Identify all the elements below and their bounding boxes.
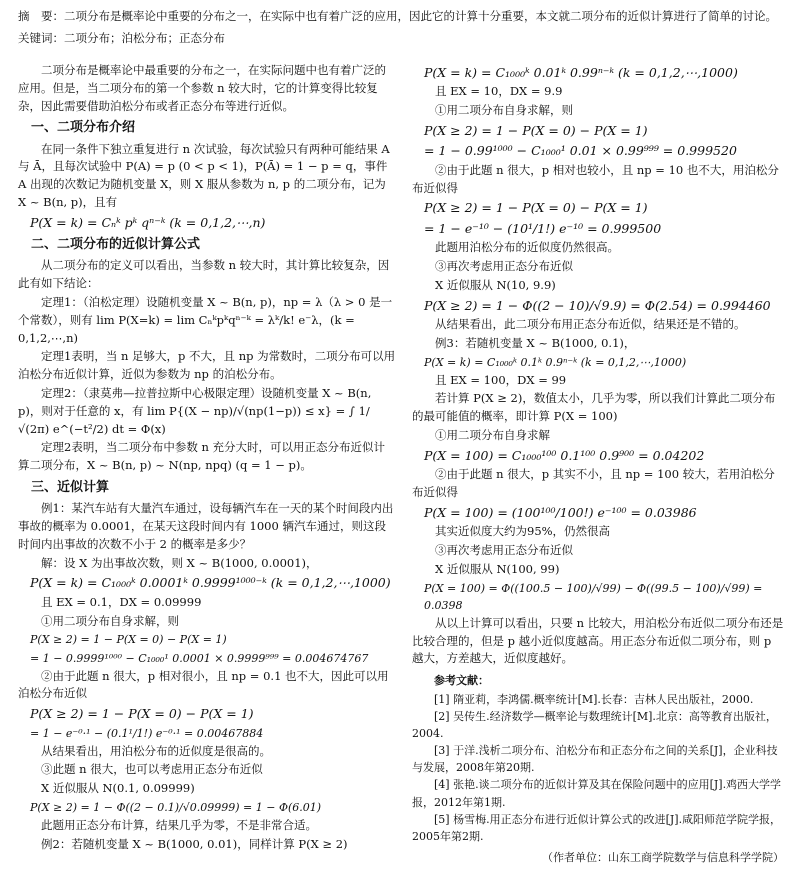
paragraph: ①用二项分布自身求解，则 <box>435 103 573 118</box>
formula: P(X = k) = C₁₀₀₀ᵏ 0.0001ᵏ 0.9999¹⁰⁰⁰⁻ᵏ (k = 0,1,2,⋯,1000) <box>30 575 391 591</box>
section-heading: 一、二项分布介绍 <box>31 120 136 136</box>
formula: P(X = 100) = (100¹⁰⁰/100!) e⁻¹⁰⁰ = 0.03986 <box>424 504 697 520</box>
paragraph: 在同一条件下独立重复进行 n 次试验，每次试验只有两种可能结果 A 与 Ā，且每次试验中 P(A) = p (0 < p < 1)，P(Ā) = 1 − p = q，事件 A 出现的次数记为随机变量 X，则 X 服从参数为 n, p 的二项分布，记为 X ~ B(n, p)，且有 <box>18 141 390 210</box>
right-column <box>412 62 784 867</box>
paragraph: 若计算 P(X ≥ 2)，数值太小，几乎为零，所以我们计算此二项分布的最可能值的概率，即计算 P(X = 100) <box>412 391 776 424</box>
paragraph: ①用二项分布自身求解，则 <box>41 613 179 628</box>
paragraph: 定理2表明，当二项分布中参数 n 充分大时，可以用正态分布近似计算二项分布，X ~ B(n, p) ~ N(np, npq) (q = 1 − p)。 <box>18 440 386 473</box>
reference-item: [3] 于洋.浅析二项分布、泊松分布和正态分布之间的关系[J]，企业科技与发展，2008年第20期. <box>412 744 778 775</box>
paragraph: 二项分布是概率论中最重要的分布之一，在实际问题中也有着广泛的应用。但是，当二项分布的第一个参数 n 较大时，它的计算变得比较复杂，因此需要借助泊松分布或者正态分布等进行近似。 <box>18 63 386 113</box>
formula: P(X ≥ 2) = 1 − P(X = 0) − P(X = 1) <box>424 123 648 138</box>
formula: = 1 − 0.99¹⁰⁰⁰ − C₁₀₀₀¹ 0.01 × 0.99⁹⁹⁹ = 0.999520 <box>424 143 737 159</box>
reference-item: [1] 隋亚莉，李鸿儒.概率统计[M].长春：吉林人民出版社，2000. <box>434 693 754 707</box>
paragraph: 例2：若随机变量 X ~ B(1000, 0.01)，同样计算 P(X ≥ 2) <box>41 836 348 851</box>
formula: P(X = k) = C₁₀₀₀ᵏ 0.01ᵏ 0.99ⁿ⁻ᵏ (k = 0,1,2,⋯,1000) <box>424 65 738 80</box>
paragraph: ③此题 n 很大，也可以考虑用正态分布近似 <box>41 762 263 777</box>
formula: P(X ≥ 2) = 1 − Φ((2 − 0.1)/√0.09999) = 1 − Φ(6.01) <box>30 801 322 815</box>
formula: P(X = 100) = C₁₀₀₀¹⁰⁰ 0.1¹⁰⁰ 0.9⁹⁰⁰ = 0.04202 <box>424 447 705 463</box>
paragraph: 例1：某汽车站有大量汽车通过，设每辆汽车在一天的某个时间段内出事故的概率为 0.0001，在某天这段时间内有 1000 辆汽车通过，则这段时间内出事故的次数不小于 2 的概率是多少？ <box>18 501 394 551</box>
formula: = 1 − e⁻¹⁰ − (10¹/1!) e⁻¹⁰ = 0.999500 <box>424 220 662 236</box>
paragraph: X 近似服从 N(10, 9.9) <box>435 277 556 292</box>
formula: = 1 − e⁻⁰·¹ − (0.1¹/1!) e⁻⁰·¹ = 0.00467884 <box>30 726 264 740</box>
paragraph: X 近似服从 N(100, 99) <box>435 561 560 576</box>
paragraph: ①用二项分布自身求解 <box>435 428 550 443</box>
paragraph: 其实近似度大约为95%，仍然很高 <box>435 524 611 539</box>
section-heading: 三、近似计算 <box>31 480 110 496</box>
reference-item: [2] 吴传生.经济数学—概率论与数理统计[M].北京：高等教育出版社，2004. <box>412 710 777 741</box>
paragraph: 例3：若随机变量 X ~ B(1000, 0.1)， <box>435 335 636 350</box>
formula: P(X ≥ 2) = 1 − P(X = 0) − P(X = 1) <box>30 706 254 722</box>
paragraph: X 近似服从 N(0.1, 0.09999) <box>41 781 195 796</box>
paragraph: 此题用泊松分布的近似度仍然很高。 <box>435 240 619 255</box>
paragraph: ②由于此题 n 很大，p 相对很小，且 np = 0.1 也不大，因此可以用泊松分布近似 <box>18 668 389 701</box>
paragraph: ③再次考虑用正态分布近似 <box>435 543 573 558</box>
reference-item: [5] 杨雪梅.用正态分布进行近似计算公式的改进[J].咸阳师范学院学报，2005年第2期. <box>412 812 782 843</box>
abstract-text: 摘 要：二项分布是概率论中重要的分布之一，在实际中也有着广泛的应用，因此它的计算十分重要，本文就二项分布的近似计算进行了简单的讨论。 <box>18 9 777 23</box>
paragraph: 解：设 X 为出事故次数，则 X ~ B(1000, 0.0001)， <box>41 555 318 570</box>
paragraph: 此题用正态分布计算，结果几乎为零，不是非常合适。 <box>41 818 317 833</box>
formula: P(X ≥ 2) = 1 − P(X = 0) − P(X = 1) <box>424 200 648 216</box>
paragraph: 且 EX = 10，DX = 9.9 <box>435 84 563 99</box>
references-title: 参考文献： <box>434 674 489 688</box>
formula: P(X = 100) = Φ((100.5 − 100)/√99) − Φ((99.5 − 100)/√99) = 0.0398 <box>424 581 763 612</box>
paragraph: 定理2：（隶莫弗—拉普拉斯中心极限定理）设随机变量 X ~ B(n, p)，则对于任意的 x，有 lim P{(X − np)/√(np(1−p)) ≤ x} = ∫ 1/√(2π) e^(−t²/2) dt = Φ(x) <box>18 386 372 436</box>
paragraph: 从以上计算可以看出，只要 n 比较大，用泊松分布近似二项分布还是比较合理的，但是 p 越小近似度越高。用正态分布近似二项分布，则 p 越大，方差越大，近似度越好。 <box>412 615 784 666</box>
paragraph: 从结果看出，此二项分布用正态分布近似，结果还是不错的。 <box>435 316 746 331</box>
paragraph: 定理1表明，当 n 足够大，p 不大，且 np 为常数时，二项分布可以用泊松分布近似计算，近似为参数为 np 的泊松分布。 <box>18 349 396 382</box>
formula: P(X ≥ 2) = 1 − Φ((2 − 10)/√9.9) = Φ(2.54) = 0.994460 <box>424 297 771 313</box>
paragraph: 且 EX = 100，DX = 99 <box>435 372 567 387</box>
paragraph: 从二项分布的定义可以看出，当参数 n 较大时，其计算比较复杂，因此有如下结论： <box>18 258 390 291</box>
paragraph: 且 EX = 0.1，DX = 0.09999 <box>41 594 202 609</box>
abstract-section <box>18 8 778 48</box>
paragraph: 定理1：（泊松定理）设随机变量 X ~ B(n, p)，np = λ（λ > 0 是一个常数），则有 lim P(X=k) = lim Cₙᵏpᵏqⁿ⁻ᵏ = λᵏ/k! e⁻λ，(k = 0,1,2,⋯,n) <box>18 294 393 345</box>
left-column <box>18 62 396 855</box>
section-heading: 二、二项分布的近似计算公式 <box>31 237 201 253</box>
formula: P(X = k) = C₁₀₀₀ᵏ 0.1ᵏ 0.9ⁿ⁻ᵏ (k = 0,1,2,⋯,1000) <box>424 355 687 369</box>
paragraph: ②由于此题 n 很大，p 其实不小，且 np = 100 较大，若用泊松分布近似得 <box>412 467 775 500</box>
formula: = 1 − 0.9999¹⁰⁰⁰ − C₁₀₀₀¹ 0.0001 × 0.9999⁹⁹⁹ = 0.004674767 <box>30 651 369 665</box>
paragraph: ③再次考虑用正态分布近似 <box>435 258 573 273</box>
author-affiliation: （作者单位：山东工商学院数学与信息科学学院） <box>542 850 784 864</box>
paragraph: ②由于此题 n 很大，p 相对也较小，且 np = 10 也不大，用泊松分布近似得 <box>412 162 779 195</box>
formula: P(X = k) = Cₙᵏ pᵏ qⁿ⁻ᵏ (k = 0,1,2,⋯,n) <box>30 214 266 230</box>
reference-item: [4] 张艳.谈二项分布的近似计算及其在保险问题中的应用[J].鸡西大学学报，2012年第1期. <box>412 778 782 809</box>
formula: P(X ≥ 2) = 1 − P(X = 0) − P(X = 1) <box>30 633 227 647</box>
keywords: 关键词：二项分布；泊松分布；正态分布 <box>18 30 225 45</box>
paragraph: 从结果看出，用泊松分布的近似度是很高的。 <box>41 743 271 758</box>
